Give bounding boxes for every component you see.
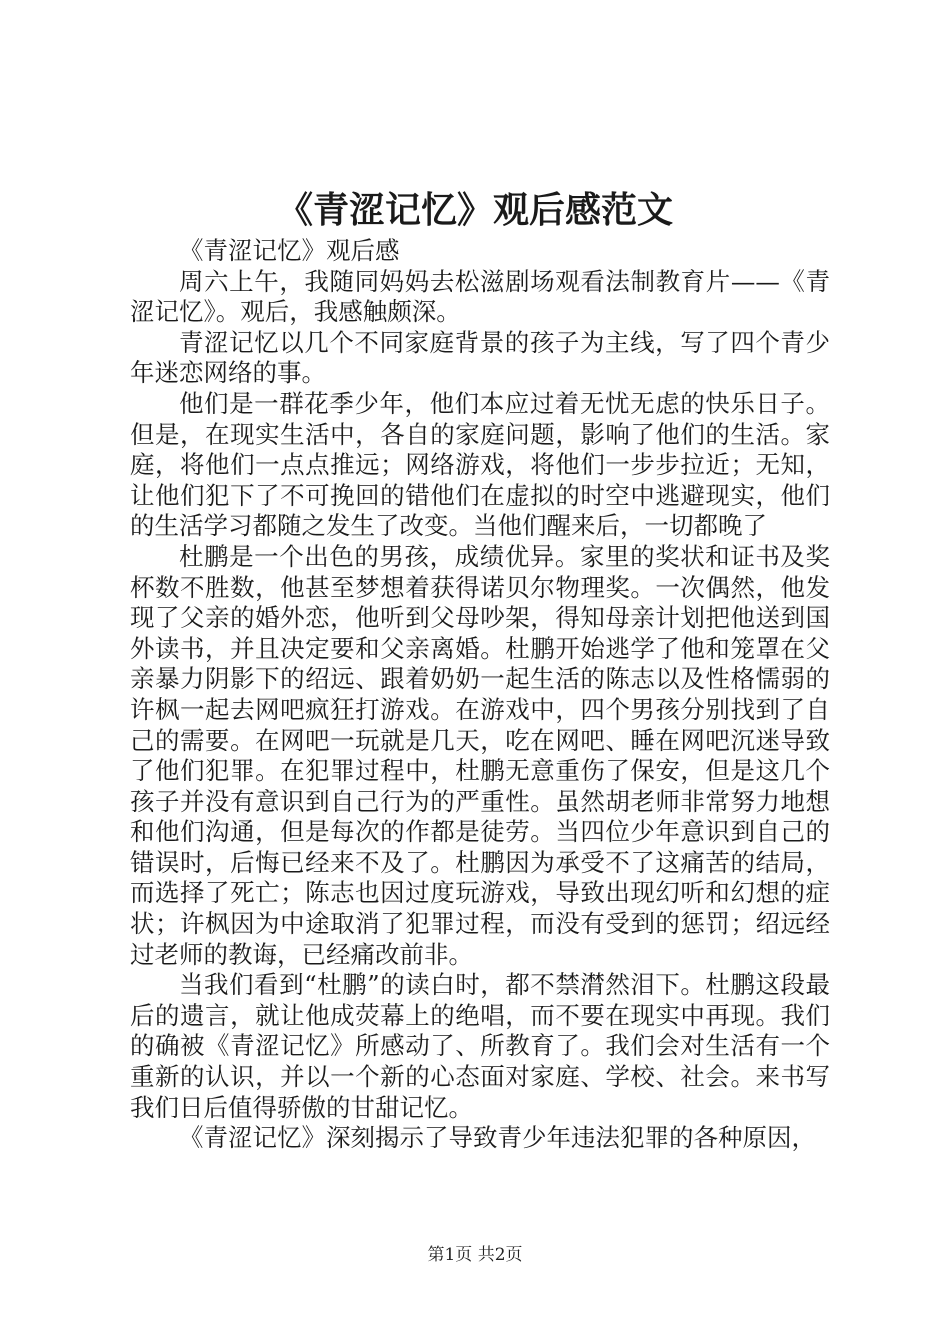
paragraph-conclusion: 《青涩记忆》深刻揭示了导致青少年违法犯罪的各种原因， [179,1123,816,1153]
paragraph-reflection: 当我们看到“杜鹏”的读白时，都不禁潸然泪下。杜鹏这段最后的遗言，就让他成荧幕上的绝唱，而不要在现实中再现。我们的确被《青涩记忆》所感动了、所教育了。我们会对生活有一个重新的认识，并以一个新的心态面对家庭、学校、社会。来书写我们日后值得骄傲的甘甜记忆。 [130,970,830,1122]
essay-subtitle: 《青涩记忆》观后感 [179,236,400,265]
paragraph-youth: 他们是一群花季少年，他们本应过着无忧无虑的快乐日子。但是，在现实生活中，各自的家庭问题，影响了他们的生活。家庭，将他们一点点推远；网络游戏，将他们一步步拉近；无知，让他们犯下了不可挽回的错他们在虚拟的时空中逃避现实，他们的生活学习都随之发生了改变。当他们醒来后，一切都晚了 [130,388,830,541]
document-body [130,236,830,1154]
paragraph-theme: 青涩记忆以几个不同家庭背景的孩子为主线，写了四个青少年迷恋网络的事。 [130,327,830,388]
document-title: 《青涩记忆》观后感范文 [276,189,673,231]
paragraph-intro: 周六上午，我随同妈妈去松滋剧场观看法制教育片——《青涩记忆》。观后，我感触颇深。 [130,266,830,327]
page-footer: 第1页 共2页 [427,1245,523,1265]
paragraph-dupeng-story: 杜鹏是一个出色的男孩，成绩优异。家里的奖状和证书及奖杯数不胜数，他甚至梦想着获得诺贝尔物理奖。一次偶然，他发现了父亲的婚外恋，他听到父母吵架，得知母亲计划把他送到国外读书，并且决定要和父亲离婚。杜鹏开始逃学了他和笼罩在父亲暴力阴影下的绍远、跟着奶奶一起生活的陈志以及性格懦弱的许枫一起去网吧疯狂打游戏。在游戏中，四个男孩分别找到了自己的需要。在网吧一玩就是几天，吃在网吧、睡在网吧沉迷导致了他们犯罪。在犯罪过程中，杜鹏无意重伤了保安，但是这几个孩子并没有意识到自己行为的严重性。虽然胡老师非常努力地想和他们沟通，但是每次的作都是徒劳。当四位少年意识到自己的错误时，后悔已经来不及了。杜鹏因为承受不了这痛苦的结局，而选择了死亡；陈志也因过度玩游戏，导致出现幻听和幻想的症状；许枫因为中途取消了犯罪过程，而没有受到的惩罚；绍远经过老师的教诲，已经痛改前非。 [130,541,830,969]
